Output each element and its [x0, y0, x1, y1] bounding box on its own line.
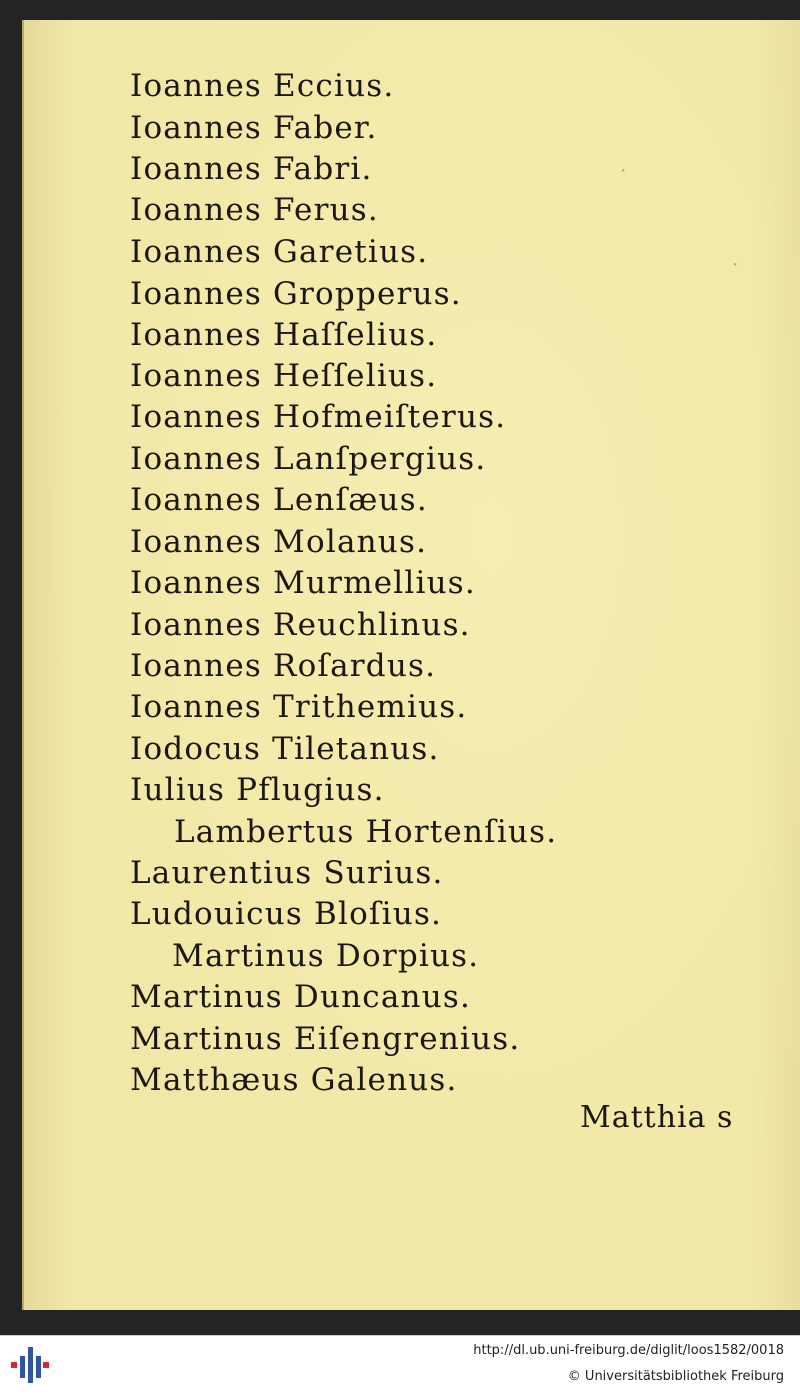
name-entry: Ioannes Hofmeiſterus.: [130, 399, 507, 435]
name-entry: Matthæus Galenus.: [130, 1062, 458, 1098]
name-entry: Ioannes Lanſpergius.: [130, 441, 487, 477]
name-entry: Ioannes Garetius.: [130, 234, 429, 270]
name-entry: Ioannes Faber.: [130, 110, 378, 146]
name-entry: Ioannes Murmellius.: [130, 565, 476, 601]
name-entry: Martinus Dorpius.: [172, 938, 480, 974]
name-entry: Ioannes Fabri.: [130, 151, 373, 187]
name-entry: Ioannes Heſſelius.: [130, 358, 438, 394]
copyright-notice: © Universitätsbibliothek Freiburg: [567, 1369, 784, 1384]
name-entry: Iodocus Tiletanus.: [130, 731, 440, 767]
source-url-link[interactable]: http://dl.ub.uni-freiburg.de/diglit/loos1582/0018: [473, 1343, 784, 1358]
name-entry: Ioannes Gropperus.: [130, 276, 462, 312]
catchword: Matthia s: [580, 1100, 734, 1135]
library-logo-icon: [10, 1346, 50, 1384]
name-entry: Martinus Duncanus.: [130, 979, 472, 1015]
name-entry: Martinus Eiſengrenius.: [130, 1021, 521, 1057]
name-entry: Ioannes Haſſelius.: [130, 317, 438, 353]
name-entry: Ioannes Roſardus.: [130, 648, 437, 684]
paper-blemish: ·: [732, 252, 739, 276]
name-entry: Ioannes Reuchlinus.: [130, 607, 471, 643]
name-entry: Ioannes Molanus.: [130, 524, 428, 560]
name-entry: Ioannes Lenſæus.: [130, 482, 428, 518]
name-entry: Ludouicus Bloſius.: [130, 896, 443, 932]
name-entry: Iulius Pflugius.: [130, 772, 385, 808]
footer-bar: [0, 1335, 800, 1394]
name-entry: Ioannes Ferus.: [130, 192, 379, 228]
paper-blemish: ·: [620, 158, 627, 182]
name-entry: Lambertus Hortenſius.: [174, 814, 558, 850]
name-entry: Laurentius Surius.: [130, 855, 444, 891]
name-entry: Ioannes Eccius.: [130, 68, 395, 104]
book-page: [22, 20, 800, 1310]
name-entry: Ioannes Trithemius.: [130, 689, 468, 725]
